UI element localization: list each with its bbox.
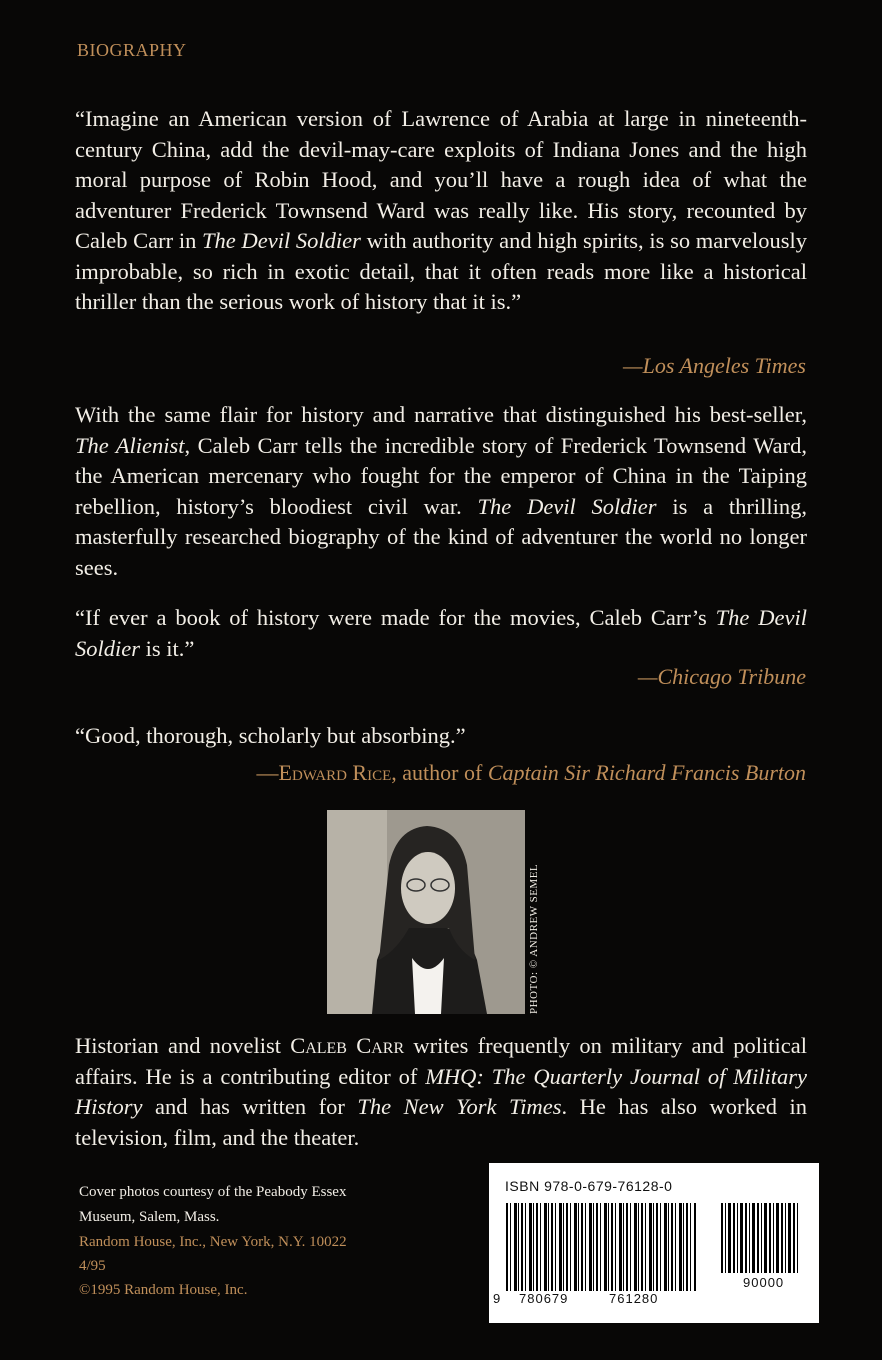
cover-credit-line-2: Museum, Salem, Mass. [79, 1209, 220, 1225]
quote-los-angeles-times: “Imagine an American version of Lawrence of Arabia at large in nineteenth-century China, add the devil-may-care exploits of Indiana Jones and the high moral purpose of Robin Hood, and you’ll have a rough idea of what the adventurer Frederick Townsend Ward was really like. His story, recounted by Caleb Carr in The Devil Soldier with authority and high spirits, is so marvelously improbable, so rich in exotic detail, that it often reads more like a historical thriller than the serious work of history that it is.” [75, 106, 807, 314]
book-title: The Devil Soldier [75, 605, 807, 661]
book-title: The Devil Soldier [477, 493, 657, 519]
barcode-lead-digit: 9 [493, 1291, 502, 1306]
category-label: BIOGRAPHY [77, 40, 187, 60]
cover-credit-line-1: Cover photos courtesy of the Peabody Essex [79, 1184, 347, 1200]
ean-barcode-bars [506, 1203, 696, 1291]
author-name: Caleb Carr [290, 1033, 405, 1058]
print-date: 4/95 [79, 1258, 106, 1274]
book-blurb: With the same flair for history and narrative that distinguished his best-seller, The Alienist, Caleb Carr tells the incredible story of Frederick Townsend Ward, the American mercenary who fought for the emperor of China in the Taiping rebellion, history’s bloodiest civil war. The Devil Soldier is a thrilling, masterfully researched biography of the kind of adventurer the world no longer sees. [75, 402, 807, 580]
publisher-address: Random House, Inc., New York, N.Y. 10022 [79, 1234, 347, 1250]
photo-credit: PHOTO: © ANDREW SEMEL [528, 863, 540, 1014]
isbn-barcode [489, 1163, 819, 1323]
barcode-addon-digits: 90000 [743, 1275, 785, 1290]
barcode-digits-right: 761280 [609, 1291, 659, 1306]
author-photo [327, 810, 525, 1014]
quote-source-la-times: —Los Angeles Times [623, 353, 806, 378]
author-bio: Historian and novelist Caleb Carr writes frequently on military and political affairs. He is a contributing editor of MHQ: The Quarterly Journal of Military History and has written for The New York Times. He has also worked in television, film, and the theater. [75, 1033, 807, 1150]
isbn-number: ISBN 978-0-679-76128-0 [505, 1178, 673, 1194]
quote-source-edward-rice: —Edward Rice, author of Captain Sir Richard Francis Burton [256, 760, 806, 785]
quote-chicago-tribune: “If ever a book of history were made for the movies, Caleb Carr’s The Devil Soldier is it.” [75, 605, 807, 661]
barcode-digits-left: 780679 [519, 1291, 569, 1306]
quote-edward-rice: “Good, thorough, scholarly but absorbing.” [75, 723, 466, 748]
copyright: ©1995 Random House, Inc. [79, 1282, 248, 1298]
price-barcode-bars [721, 1203, 799, 1273]
book-title: The Devil Soldier [202, 228, 361, 253]
quote-source-chicago-tribune: —Chicago Tribune [637, 664, 806, 689]
book-title: The Alienist [75, 432, 185, 458]
